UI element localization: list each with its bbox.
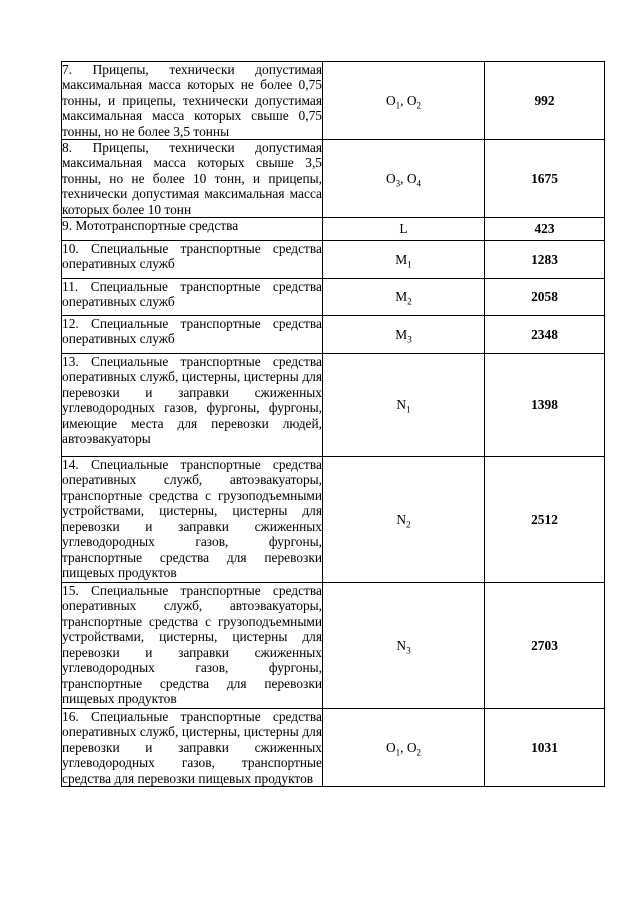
table-row xyxy=(62,316,605,354)
row-value-cell: 1283 xyxy=(485,241,605,279)
row-description-cell: 8. Прицепы, технически допустимая максимальная масса которых свыше 3,5 тонны, но не более 10 тонн, и прицепы, технически допустимая максимальная масса которых более 10 тонн xyxy=(62,140,322,217)
row-category-cell: $N_1$ xyxy=(323,354,485,457)
table-row xyxy=(62,62,605,140)
row-category-cell: $O_3$, $O_4$ xyxy=(323,140,485,218)
row-category-cell: $O_1$, $O_2$ xyxy=(323,709,485,787)
row-value-cell: 1031 xyxy=(485,709,605,787)
table-row xyxy=(62,241,605,279)
table-row xyxy=(62,218,605,241)
row-value-cell: 2058 xyxy=(485,279,605,316)
row-value-cell: 2512 xyxy=(485,457,605,583)
row-category-cell: $O_1$, $O_2$ xyxy=(323,62,485,140)
row-value-cell: 423 xyxy=(485,218,605,241)
vehicle-category-table xyxy=(61,61,605,787)
row-category-cell: $N_3$ xyxy=(323,583,485,709)
row-value-cell: 1675 xyxy=(485,140,605,218)
row-category-cell: $M_1$ xyxy=(323,241,485,279)
row-description-cell: 10. Специальные транспортные средства оперативных служб xyxy=(62,241,323,279)
row-value-cell: 992 xyxy=(485,62,605,140)
row-description-cell: 11. Специальные транспортные средства оперативных служб xyxy=(62,279,323,316)
row-description-cell: 9. Мототранспортные средства xyxy=(62,218,323,241)
row-category-cell: $N_2$ xyxy=(323,457,485,583)
row-category-cell: $M_2$ xyxy=(323,279,485,316)
table-row xyxy=(62,583,605,709)
table-row xyxy=(62,279,605,316)
row-description-cell: 15. Специальные транспортные средства оперативных служб, автоэвакуаторы, транспортные средства с грузоподъемными устройствами, цистерны, цистерны для перевозки и заправки сжиженных углеводородных газов, фургоны, транспортные средства для перевозки пищевых продуктов xyxy=(62,583,323,709)
row-category-cell: $M_3$ xyxy=(323,316,485,354)
table-row xyxy=(62,140,605,218)
table-body xyxy=(62,62,605,787)
row-category-cell: L xyxy=(323,218,485,241)
row-description-cell: 13. Специальные транспортные средства оперативных служб, цистерны, цистерны для перевозки и заправки сжиженных углеводородных газов, фургоны, фургоны, имеющие места для перевозки людей, автоэвакуаторы xyxy=(62,354,323,457)
row-description-cell: 12. Специальные транспортные средства оперативных служб xyxy=(62,316,323,354)
table-row xyxy=(62,457,605,583)
row-description-cell: 7. Прицепы, технически допустимая максимальная масса которых не более 0,75 тонны, и прицепы, технически допустимая максимальная масса которых свыше 0,75 тонны, но не более 3,5 тонны xyxy=(62,62,322,139)
row-description-cell: 14. Специальные транспортные средства оперативных служб, автоэвакуаторы, транспортные средства с грузоподъемными устройствами, цистерны, цистерны для перевозки и заправки сжиженных углеводородных газов, фургоны, транспортные средства для перевозки пищевых продуктов xyxy=(62,457,323,583)
row-description-cell: 16. Специальные транспортные средства оперативных служб, цистерны, цистерны для перевозки и заправки сжиженных углеводородных газов, транспортные средства для перевозки пищевых продуктов xyxy=(62,709,322,786)
row-value-cell: 2703 xyxy=(485,583,605,709)
row-value-cell: 2348 xyxy=(485,316,605,354)
row-value-cell: 1398 xyxy=(485,354,605,457)
table-row xyxy=(62,354,605,457)
table-row xyxy=(62,709,605,787)
